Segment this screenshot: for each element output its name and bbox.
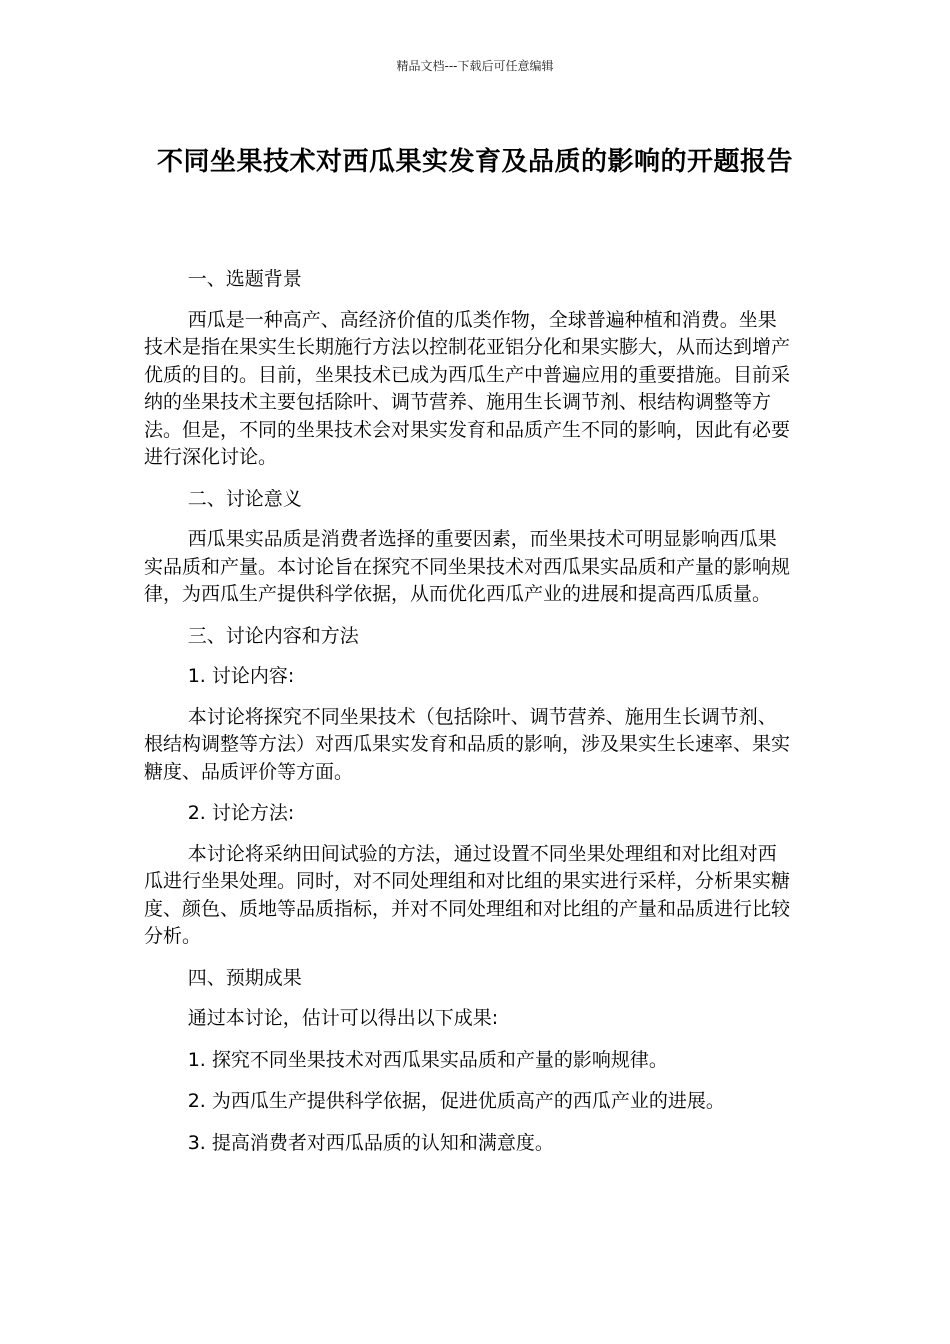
paragraph-content: 本讨论将探究不同坐果技术（包括除叶、调节营养、施用生长调节剂、根结构调整等方法）对西瓜果实发育和品质的影响，涉及果实生长速率、果实糖度、品质评价等方面。 xyxy=(144,705,791,783)
section-heading-expected-results: 四、预期成果 xyxy=(187,966,302,989)
subheading-content: 1. 讨论内容: xyxy=(187,665,295,687)
section-heading-content-methods: 三、讨论内容和方法 xyxy=(187,624,359,647)
paragraph-significance: 西瓜果实品质是消费者选择的重要因素，而坐果技术可明显影响西瓜果实品质和产量。本讨论旨在探究不同坐果技术对西瓜果实品质和产量的影响规律，为西瓜生产提供科学依据，从而优化西瓜产业的进展和提高西瓜质量。 xyxy=(144,528,791,605)
subheading-methods: 2. 讨论方法: xyxy=(187,802,295,824)
paragraph-expected-intro: 通过本讨论，估计可以得出以下成果: xyxy=(187,1007,499,1029)
list-item-result-2: 2. 为西瓜生产提供科学依据，促进优质高产的西瓜产业的进展。 xyxy=(187,1090,725,1112)
document-title: 不同坐果技术对西瓜果实发育及品质的影响的开题报告 xyxy=(156,147,793,177)
paragraph-background: 西瓜是一种高产、高经济价值的瓜类作物，全球普遍种植和消费。坐果技术是指在果实生长期施行方法以控制花亚铝分化和果实膨大，从而达到增产优质的目的。目前，坐果技术已成为西瓜生产中普遍应用的重要措施。目前采纳的坐果技术主要包括除叶、调节营养、施用生长调节剂、根结构调整等方法。但是，不同的坐果技术会对果实发育和品质产生不同的影响，因此有必要进行深化讨论。 xyxy=(144,308,791,468)
page-header: 精品文档---下载后可任意编辑 xyxy=(396,59,554,73)
list-item-result-3: 3. 提高消费者对西瓜品质的认知和满意度。 xyxy=(187,1131,554,1154)
list-item-result-1: 1. 探究不同坐果技术对西瓜果实品质和产量的影响规律。 xyxy=(187,1048,668,1071)
paragraph-methods: 本讨论将采纳田间试验的方法，通过设置不同坐果处理组和对比组对西瓜进行坐果处理。同时，对不同处理组和对比组的果实进行采样，分析果实糖度、颜色、质地等品质指标，并对不同处理组和对比组的产量和品质进行比较分析。 xyxy=(144,842,791,947)
document-body xyxy=(144,266,794,1171)
section-heading-significance: 二、讨论意义 xyxy=(187,487,302,510)
section-heading-background: 一、选题背景 xyxy=(187,268,302,290)
